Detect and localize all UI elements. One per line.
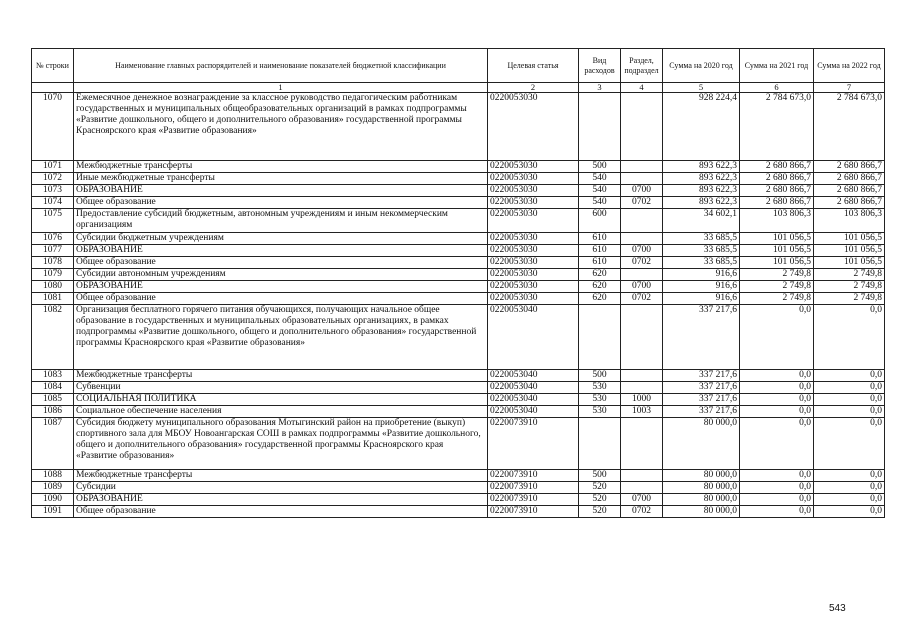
row-name: Организация бесплатного горячего питания обучающихся, получающих начальное общее образование в государственных и муниципальных образовательных организациях, в рамках подпрограммы «Развитие дошкольного, общего и дополнительного образования» государственной программы Красноярского края «Развитие образования» [74,305,488,370]
expense-kind: 620 [579,269,621,281]
sum-2020: 893 622,3 [663,197,740,209]
target-article: 0220073910 [488,506,579,518]
sum-2022: 2 680 866,7 [814,197,885,209]
table-row [32,257,885,269]
section-code [621,93,663,161]
table-body [32,93,885,518]
line-number: 1079 [32,269,74,281]
sum-2022: 0,0 [814,418,885,470]
row-name: Общее образование [74,506,488,518]
expense-kind: 620 [579,281,621,293]
sum-2022: 0,0 [814,370,885,382]
target-article: 0220053030 [488,173,579,185]
sum-2021: 0,0 [740,418,814,470]
section-code [621,482,663,494]
target-article: 0220053030 [488,185,579,197]
expense-kind: 500 [579,370,621,382]
section-code: 0700 [621,494,663,506]
expense-kind: 520 [579,494,621,506]
line-number: 1086 [32,406,74,418]
line-number: 1072 [32,173,74,185]
sum-2022: 2 749,8 [814,281,885,293]
sum-2021: 0,0 [740,305,814,370]
row-name: Общее образование [74,197,488,209]
sum-2021: 2 784 673,0 [740,93,814,161]
column-index: 6 [740,83,814,93]
target-article: 0220073910 [488,494,579,506]
row-name: Субсидия бюджету муниципального образования Мотыгинский район на приобретение (выкуп) спортивного зала для МБОУ Новоангарская СОШ в рамках подпрограммы «Развитие дошкольного, общего и дополнительного образования» государственной программы Красноярского края «Развитие образования» [74,418,488,470]
table-row [32,394,885,406]
line-number: 1070 [32,93,74,161]
row-name: Субсидии [74,482,488,494]
sum-2020: 80 000,0 [663,506,740,518]
table-row [32,233,885,245]
target-article: 0220053030 [488,197,579,209]
section-code [621,305,663,370]
table-row [32,494,885,506]
target-article: 0220053030 [488,269,579,281]
table-row [32,185,885,197]
expense-kind: 540 [579,197,621,209]
sum-2020: 80 000,0 [663,482,740,494]
section-code [621,370,663,382]
target-article: 0220073910 [488,470,579,482]
table-row [32,209,885,233]
sum-2020: 80 000,0 [663,470,740,482]
sum-2021: 0,0 [740,482,814,494]
section-code [621,173,663,185]
table-row [32,470,885,482]
expense-kind: 540 [579,173,621,185]
sum-2021: 101 056,5 [740,257,814,269]
target-article: 0220053040 [488,382,579,394]
sum-2020: 34 602,1 [663,209,740,233]
table-row [32,245,885,257]
sum-2021: 0,0 [740,370,814,382]
table-row [32,406,885,418]
section-code [621,470,663,482]
table-row [32,293,885,305]
sum-2021: 101 056,5 [740,233,814,245]
sum-2020: 893 622,3 [663,185,740,197]
section-code: 0702 [621,506,663,518]
table-row [32,269,885,281]
header-sum-2021: Сумма на 2021 год [740,49,814,83]
sum-2021: 2 749,8 [740,293,814,305]
expense-kind: 530 [579,406,621,418]
sum-2022: 0,0 [814,494,885,506]
sum-2021: 2 680 866,7 [740,161,814,173]
sum-2021: 0,0 [740,394,814,406]
line-number: 1071 [32,161,74,173]
header-target-article: Целевая статья [488,49,579,83]
line-number: 1083 [32,370,74,382]
sum-2022: 2 749,8 [814,293,885,305]
column-index: 5 [663,83,740,93]
table-row [32,506,885,518]
header-expense-kind: Вид расходов [579,49,621,83]
target-article: 0220053030 [488,293,579,305]
section-code [621,269,663,281]
section-code [621,233,663,245]
sum-2022: 0,0 [814,482,885,494]
table-row [32,482,885,494]
line-number: 1088 [32,470,74,482]
expense-kind: 610 [579,245,621,257]
sum-2020: 916,6 [663,269,740,281]
column-index: 2 [488,83,579,93]
line-number: 1087 [32,418,74,470]
table-row [32,370,885,382]
row-name: Межбюджетные трансферты [74,370,488,382]
expense-kind: 530 [579,382,621,394]
sum-2022: 0,0 [814,305,885,370]
target-article: 0220073910 [488,482,579,494]
section-code: 1000 [621,394,663,406]
table-row [32,305,885,370]
target-article: 0220053030 [488,257,579,269]
expense-kind: 530 [579,394,621,406]
line-number: 1074 [32,197,74,209]
line-number: 1085 [32,394,74,406]
expense-kind [579,305,621,370]
target-article: 0220053030 [488,245,579,257]
line-number: 1076 [32,233,74,245]
page-number: 543 [829,603,846,614]
expense-kind: 520 [579,482,621,494]
sum-2021: 2 749,8 [740,281,814,293]
sum-2021: 0,0 [740,506,814,518]
sum-2022: 2 680 866,7 [814,161,885,173]
target-article: 0220053030 [488,281,579,293]
expense-kind: 620 [579,293,621,305]
row-name: Иные межбюджетные трансферты [74,173,488,185]
sum-2020: 916,6 [663,293,740,305]
section-code: 0702 [621,197,663,209]
expense-kind: 600 [579,209,621,233]
target-article: 0220053030 [488,209,579,233]
sum-2022: 101 056,5 [814,233,885,245]
column-index: 7 [814,83,885,93]
target-article: 0220053040 [488,370,579,382]
row-name: Субсидии бюджетным учреждениям [74,233,488,245]
section-code: 1003 [621,406,663,418]
sum-2022: 0,0 [814,506,885,518]
sum-2022: 101 056,5 [814,245,885,257]
expense-kind: 500 [579,161,621,173]
column-index: 4 [621,83,663,93]
target-article: 0220053040 [488,406,579,418]
table-row [32,161,885,173]
column-index: 1 [74,83,488,93]
column-index: 3 [579,83,621,93]
target-article: 0220053040 [488,305,579,370]
sum-2021: 0,0 [740,470,814,482]
table-row [32,93,885,161]
sum-2021: 0,0 [740,494,814,506]
line-number: 1090 [32,494,74,506]
row-name: ОБРАЗОВАНИЕ [74,281,488,293]
sum-2020: 337 217,6 [663,394,740,406]
target-article: 0220073910 [488,418,579,470]
sum-2022: 2 680 866,7 [814,185,885,197]
sum-2020: 33 685,5 [663,233,740,245]
sum-2020: 33 685,5 [663,257,740,269]
sum-2022: 0,0 [814,470,885,482]
target-article: 0220053030 [488,93,579,161]
header-line-number: № строки [32,49,74,83]
row-name: ОБРАЗОВАНИЕ [74,245,488,257]
sum-2022: 103 806,3 [814,209,885,233]
row-name: СОЦИАЛЬНАЯ ПОЛИТИКА [74,394,488,406]
row-name: Предоставление субсидий бюджетным, автономным учреждениям и иным некоммерческим организациям [74,209,488,233]
expense-kind: 520 [579,506,621,518]
sum-2022: 0,0 [814,382,885,394]
sum-2020: 337 217,6 [663,305,740,370]
section-code: 0702 [621,257,663,269]
row-name: Межбюджетные трансферты [74,161,488,173]
sum-2022: 0,0 [814,394,885,406]
table-row [32,173,885,185]
sum-2022: 0,0 [814,406,885,418]
line-number: 1082 [32,305,74,370]
target-article: 0220053030 [488,233,579,245]
sum-2020: 337 217,6 [663,406,740,418]
expense-kind [579,418,621,470]
section-code: 0700 [621,245,663,257]
sum-2020: 893 622,3 [663,161,740,173]
header-sum-2020: Сумма на 2020 год [663,49,740,83]
budget-table [31,48,885,518]
sum-2021: 2 680 866,7 [740,197,814,209]
sum-2020: 337 217,6 [663,382,740,394]
section-code [621,382,663,394]
line-number: 1084 [32,382,74,394]
section-code: 0700 [621,281,663,293]
table-row [32,382,885,394]
row-name: Социальное обеспечение населения [74,406,488,418]
row-name: ОБРАЗОВАНИЕ [74,494,488,506]
table-row [32,197,885,209]
line-number: 1089 [32,482,74,494]
sum-2021: 101 056,5 [740,245,814,257]
table-row [32,281,885,293]
header-section: Раздел, подраздел [621,49,663,83]
sum-2021: 2 680 866,7 [740,173,814,185]
line-number: 1081 [32,293,74,305]
sum-2022: 101 056,5 [814,257,885,269]
line-number: 1075 [32,209,74,233]
target-article: 0220053040 [488,394,579,406]
table-row [32,418,885,470]
sum-2021: 0,0 [740,406,814,418]
row-name: Субсидии автономным учреждениям [74,269,488,281]
section-code [621,209,663,233]
line-number: 1073 [32,185,74,197]
column-index-row [32,83,885,93]
row-name: Ежемесячное денежное вознаграждение за классное руководство педагогическим работникам государственных и муниципальных общеобразовательных организаций в рамках подпрограммы «Развитие дошкольного, общего и дополнительного образования» государственной программы Красноярского края «Развитие образования» [74,93,488,161]
line-number: 1078 [32,257,74,269]
expense-kind: 610 [579,233,621,245]
row-name: ОБРАЗОВАНИЕ [74,185,488,197]
sum-2020: 916,6 [663,281,740,293]
section-code: 0700 [621,185,663,197]
sum-2022: 2 784 673,0 [814,93,885,161]
expense-kind: 540 [579,185,621,197]
sum-2020: 893 622,3 [663,173,740,185]
sum-2022: 2 749,8 [814,269,885,281]
sum-2021: 103 806,3 [740,209,814,233]
sum-2020: 928 224,4 [663,93,740,161]
header-name: Наименование главных распорядителей и наименование показателей бюджетной классификации [74,49,488,83]
section-code: 0702 [621,293,663,305]
expense-kind: 610 [579,257,621,269]
section-code [621,161,663,173]
sum-2021: 2 680 866,7 [740,185,814,197]
row-name: Общее образование [74,293,488,305]
expense-kind [579,93,621,161]
line-number: 1091 [32,506,74,518]
column-index [32,83,74,93]
header-row [32,49,885,83]
line-number: 1077 [32,245,74,257]
sum-2020: 33 685,5 [663,245,740,257]
target-article: 0220053030 [488,161,579,173]
header-sum-2022: Сумма на 2022 год [814,49,885,83]
section-code [621,418,663,470]
line-number: 1080 [32,281,74,293]
row-name: Общее образование [74,257,488,269]
row-name: Субвенции [74,382,488,394]
sum-2020: 80 000,0 [663,418,740,470]
row-name: Межбюджетные трансферты [74,470,488,482]
expense-kind: 500 [579,470,621,482]
sum-2022: 2 680 866,7 [814,173,885,185]
sum-2021: 2 749,8 [740,269,814,281]
sum-2021: 0,0 [740,382,814,394]
sum-2020: 80 000,0 [663,494,740,506]
sum-2020: 337 217,6 [663,370,740,382]
